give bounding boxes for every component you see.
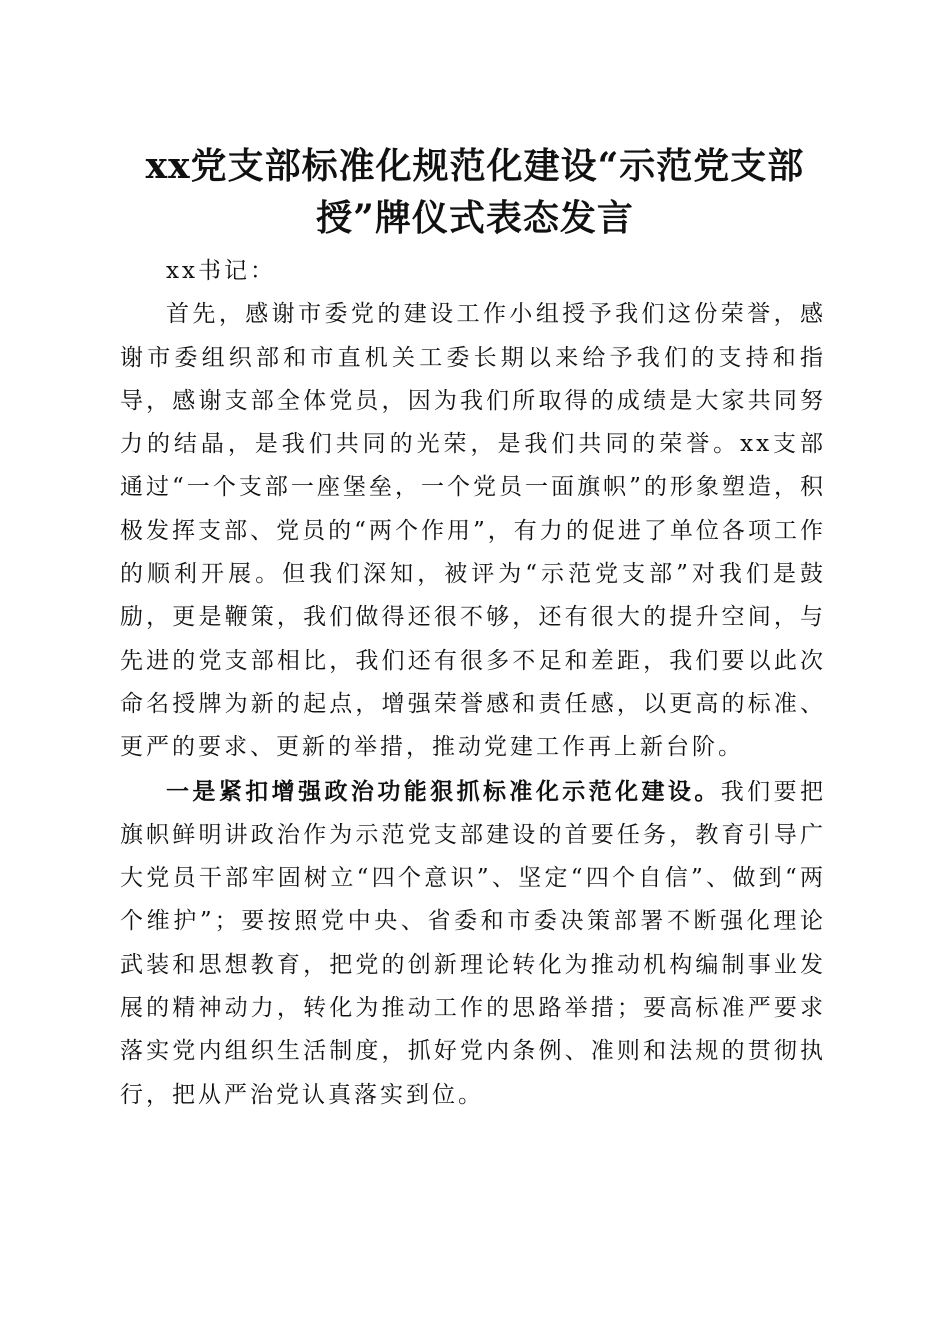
document-title <box>110 140 840 244</box>
title-line-1: xx党支部标准化规范化建设“示范党支部 <box>145 145 805 187</box>
paragraph-1 <box>120 293 826 769</box>
paragraph-2 <box>120 770 826 1117</box>
document-body <box>120 250 826 1117</box>
title-line-2: 授”牌仪式表态发言 <box>316 197 634 239</box>
paragraph-1-text: 首先，感谢市委党的建设工作小组授予我们这份荣誉，感谢市委组织部和市直机关工委长期以来给予我们的支持和指导，感谢支部全体党员，因为我们所取得的成绩是大家共同努力的结晶，是我们共同的光荣，是我们共同的荣誉。xx支部通过“一个支部一座堡垒，一个党员一面旗帜”的形象塑造，积极发挥支部、党员的“两个作用”，有力的促进了单位各项工作的顺利开展。但我们深知，被评为“示范党支部”对我们是鼓励，更是鞭策，我们做得还很不够，还有很大的提升空间，与先进的党支部相比，我们还有很多不足和差距，我们要以此次命名授牌为新的起点，增强荣誉感和责任感，以更高的标准、更严的要求、更新的举措，推动党建工作再上新台阶。 <box>120 301 826 761</box>
paragraph-2-text: 我们要把旗帜鲜明讲政治作为示范党支部建设的首要任务，教育引导广大党员干部牢固树立“四个意识”、坚定“四个自信”、做到“两个维护”；要按照党中央、省委和市委决策部署不断强化理论武装和思想教育，把党的创新理论转化为推动机构编制事业发展的精神动力，转化为推动工作的思路举措；要高标准严要求落实党内组织生活制度，抓好党内条例、准则和法规的贯彻执行，把从严治党认真落实到位。 <box>120 778 827 1108</box>
salutation: xx书记： <box>166 258 276 284</box>
paragraph-2-lead: 一是紧扣增强政治功能狠抓标准化示范化建设。 <box>166 777 721 805</box>
